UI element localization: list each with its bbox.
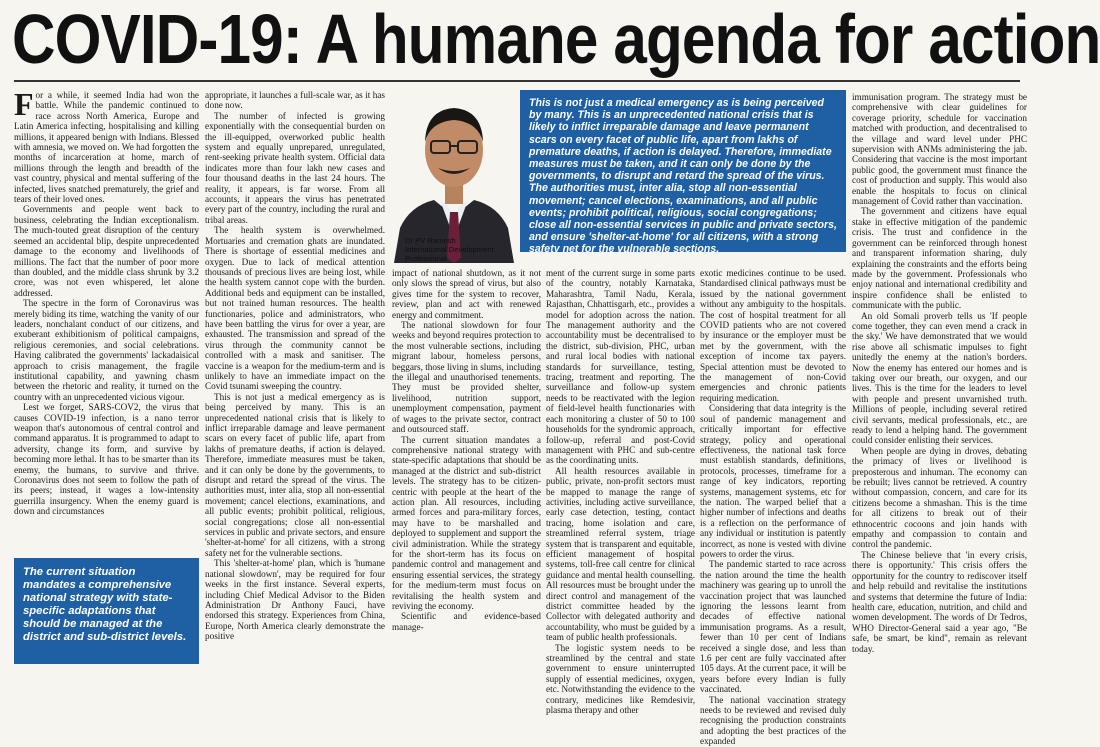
photo-caption: [405, 236, 515, 263]
paragraph: When people are dying in droves, debating the primacy of lives or livelihood is preposterous and inhuman. The economy can be rebuilt; lives cannot be retrieved. A country without compassion, concern, and care for its citizens become a shmashan. This is the time for all citizens to break out of their ethnocentric cocoons and join hands with empathy and compassion to contain and control the pandemic.: [852, 445, 1027, 550]
author-name: Dr PV Ramesh: [405, 236, 456, 245]
paragraph: The number of infected is growing exponentially with the consequential burden on the ill-equipped, overworked public health system and equally unprepared, unregulated, rent-seeking private health system. Official data indicates more than four lakh new cases and four thousand deaths in the last 24 hours. The reality, it appears, is far worse. From all accounts, it appears the virus has penetrated every part of the country, including the rural and tribal areas.: [205, 110, 385, 225]
paragraph: The national slowdown for four weeks and beyond requires protection to the most vulnerable sections, including migrant labour, homeless persons, beggars, those living in slums, including the illegal and unauthorised tenements. They must be provided shelter, livelihood, nutrition support, unemployment compensation, payment of wages to the private sector, contract and outsourced staff.: [392, 320, 541, 435]
paragraph: Scientific and evidence-based manage-: [392, 611, 541, 632]
paragraph: appropriate, it launches a full-scale war, as it has done now.: [205, 90, 385, 111]
column-2: [205, 90, 385, 670]
column-5: [852, 92, 1027, 670]
paragraph: The government and citizens have equal stake in effective mitigation of the pandemic crisis. The trust and confidence in the government can be reinforced through honest and transparent information sharing, duly explaining the constraints and the efforts being made by the government. Professionals who enjoy national and international credibility and inspire confidence shall be enlisted to communicate with the public.: [852, 206, 1027, 311]
paragraph: The logistic system needs to be streamlined by the central and state government to ensure uninterrupted supply of essential medicines, oxygen, etc. Notwithstanding the evidence to the contrary, medicines like Remdesivir, plasma therapy and other: [546, 642, 695, 716]
pull-quote-top: This is not just a medical emergency as is being perceived by many. This is an unprecedented national crisis that is likely to inflict irreparable damage and leave permanent scars on every facet of public life, apart from lakhs of premature deaths, if action is delayed. Therefore, immediate measures must be taken, and it can only be done by the governments, to disrupt and retard the spread of the virus. The authorities must, inter alia, stop all non-essential movement; cancel elections, examinations, and all public events; prohibit political, religious, social congregations; close all non-essential services in public and private sectors, and ensure 'shelter-at-home' for all citizens, with a strong safety net for the vulnerable sections.: [520, 90, 846, 252]
headline-rule: [14, 80, 1020, 82]
paragraph: Considering that data integrity is the soul of pandemic management and critically important for effective strategy, policy and operational effectiveness, the national task force must establish standards, definitions, protocols, processes, timeframe for a range of key indicators, reporting systems, management systems, etc for the nation. The warped belief that a higher number of infections and deaths is a reflection on the performance of any individual or institution is patently incorrect, as none is vested with divine powers to order the virus.: [700, 403, 846, 559]
paragraph: For a while, it seemed India had won the battle. While the pandemic continued to race across North America, Europe and Latin America infecting, hospitalising and killing millions, it appeared benign with Indians. Blessed with amnesia, we moved on. We had forgotten the months of incarceration at home, march of millions through the length and breadth of the vast country, physical and mental suffering of the infected, lives snatched prematurely, the grief and tears of their loved ones.: [14, 86, 199, 205]
headline: COVID-19: A humane agenda for action: [12, 0, 1100, 78]
paragraph: exotic medicines continue to be used. Standardised clinical pathways must be issued by the national government without any ambiguity to the hospitals. The cost of hospital treatment for all COVID patients who are not covered by insurance or the employer must be met by the government, with the exception of income tax payers. Special attention must be devoted to the management of non-Covid emergencies and chronic patients requiring medication.: [700, 268, 846, 403]
paragraph: This is not just a medical emergency as is being perceived by many. This is an unprecedented national crisis that is likely to inflict irreparable damage and leave permanent scars on every facet of public life, apart from lakhs of premature deaths, if action is delayed. Therefore, immediate measures must be taken, and it can only be done by the governments, to disrupt and retard the spread of the virus. The authorities must, inter alia, stop all non-essential movement; cancel elections, examinations, and all public events; prohibit political, religious, social congregations; close all non-essential services in public and private sectors, and ensure 'shelter-at-home' for all citizens, with a strong safety net for the vulnerable sections.: [205, 391, 385, 558]
column-3: [392, 268, 541, 670]
column-4b: [700, 268, 846, 747]
pull-quote-left: The current situation mandates a comprehensive national strategy with state-specific adaptations that should be managed at the district and sub-district levels.: [14, 558, 199, 664]
paragraph: impact of national shutdown, as it not only slows the spread of virus, but also gives time for the system to recover, review, plan and act with renewed energy and commitment.: [392, 268, 541, 320]
paragraph: The pandemic started to race across the nation around the time the health machinery was gearing up to unroll the vaccination project that was launched ignoring the lessons learnt from decades of effective national immunisation programs. As a result, fewer than 10 per cent of Indians received a single dose, and less than 1.6 per cent are fully vaccinated after 105 days. At the current pace, it will be years before every Indian is fully vaccinated.: [700, 559, 846, 695]
column-4: [546, 268, 695, 716]
paragraph: Governments and people went back to business, celebrating the Indian exceptionalism. The much-touted great disruption of the century seemed an accidental blip, despite unprecedented damage to the economy and livelihoods of millions. The fact that the number of poor more than doubled, and the middle class shrunk by 3.2 crore, was not even whispered, let alone addressed.: [14, 204, 199, 298]
paragraph: The health system is overwhelmed. Mortuaries and cremation ghats are inundated. There is shortage of essential medicines and oxygen. Due to lack of medical attention thousands of precious lives are being lost, while the health system cannot cope with the burden. Additional beds and equipment can be installed, but not trained human resources. The health functionaries, police and administrators, who have been battling the virus for over a year, are exhausted. The transmission and spread of the virus through the community cannot be controlled with a mask and sanitiser. The vaccine is a weapon for the medium-term and is unlikely to have an immediate impact on the Covid tsunami sweeping the country.: [205, 225, 385, 392]
paragraph: An old Somali proverb tells us 'If people come together, they can even mend a crack in the sky.' We have demonstrated that we would rise above all schismatic impulses to fight unitedly the enemy at the nation's borders. Now the enemy has entered our homes and is taking over our breath, our oxygen, and our lives. This is the time for the leaders to level with people and present unvarnished truth. Millions of people, including several retired civil servants, medical professionals, etc., are ready to lend a helping hand. The government could consider enlisting their services.: [852, 310, 1027, 446]
paragraph: This 'shelter-at-home' plan, which is 'humane national slowdown', may be required for four weeks in the first instance. Several experts, including Chief Medical Advisor to the Biden Administration Dr Anthony Fauci, have endorsed this strategy. Experiences from China, Europe, North America clearly demonstrate the positive: [205, 558, 385, 642]
paragraph: The Chinese believe that 'in every crisis, there is opportunity.' This crisis offers the opportunity for the country to rediscover itself and help rebuild and revitalise the institutions and systems that determine the future of India: health care, education, nutrition, and child and women development. The words of Dr Tedros, WHO Director-General said a year ago, "Be safe, be smart, be kind", remain as relevant today.: [852, 549, 1027, 654]
column-1: [14, 86, 199, 555]
paragraph: Lest we forget, SARS-COV2, the virus that causes COVID-19 infection, is a nano terror weapon that's autonomous of central control and command apparatus. It is programmed to adapt to adversity, change its form, and survive by becoming more lethal. It has to be smarter than its enemy, the humans, to survive and thrive. Coronavirus does not seem to follow the path of its peers; instead, it wages a low-intensity guerrilla insurgency. When the enemy guard is down and circumstances: [14, 402, 199, 517]
paragraph: The current situation mandates a comprehensive national strategy with state-specific adaptations that should be managed at the district and sub-district levels. The strategy has to be citizen-centric with people at the heart of the action plan. All resources, including armed forces and para-military forces, may have to be marshalled and deployed to supplement and support the civil administration. While the strategy for the short-term has its focus on pandemic control and management and ensuring essential services, the strategy for the medium-term must focus on revitalising the health system and reviving the economy.: [392, 434, 541, 611]
paragraph: The national vaccination strategy needs to be reviewed and revised duly recognising the production constraints and adopting the best practices of the expanded: [700, 694, 846, 747]
paragraph: immunisation program. The strategy must be comprehensive with clear guidelines for coverage priority, schedule for vaccination matched with production, and decentralised to the village and ward level under PHC supervision with ANMs administering the jab. Considering that vaccine is the most important public good, the government must finance the cost of production and supply. This would also enable the hospitals to focus on clinical management of Covid rather than vaccination.: [852, 92, 1027, 207]
paragraph: All health resources available in public, private, non-profit sectors must be mapped to manage the range of activities, including active surveillance, early case detection, testing, contact tracing, home isolation and care, streamlined referral system, triage system that is transparent and equitable, efficient management of hospital systems, toll-free call centre for clinical guidance and mental health counselling. All resources must be brought under the direct control and management of the district committee headed by the Collector with delegated authority and accountability, who must be guided by a team of public health professionals.: [546, 465, 695, 643]
paragraph: The spectre in the form of Coronavirus was merely biding its time, watching the vanity of our leaders, nonchalant conduct of our citizens, and exuberant exhibitionism of political campaigns, religious ceremonies, and social celebrations. Having calibrated the governments' lackadaisical approach to crisis management, the fragile institutional capability, and yawning chasm between the rhetoric and reality, it turned on the country with an unprecedented vicious vigour.: [14, 298, 199, 402]
author-title: International Development Professional: [405, 245, 494, 263]
paragraph: ment of the current surge in some parts of the country, notably Karnataka, Maharashtra, Tamil Nadu, Kerala, Rajasthan, Chhattisgarh, etc., provides a model for adoption across the nation. The management authority and the accountability must be decentralised to the district, sub-division, PHC, urban and rural local bodies with national standards for surveillance, testing, tracing, treatment and reporting. The surveillance and follow-up system needs to be reactivated with the legion of field-level health functionaries with each monitoring a cluster of 50 to 100 households for the syndromic approach, follow-up, referral and post-Covid management with PHC and sub-centre as the coordinating units.: [546, 268, 695, 466]
